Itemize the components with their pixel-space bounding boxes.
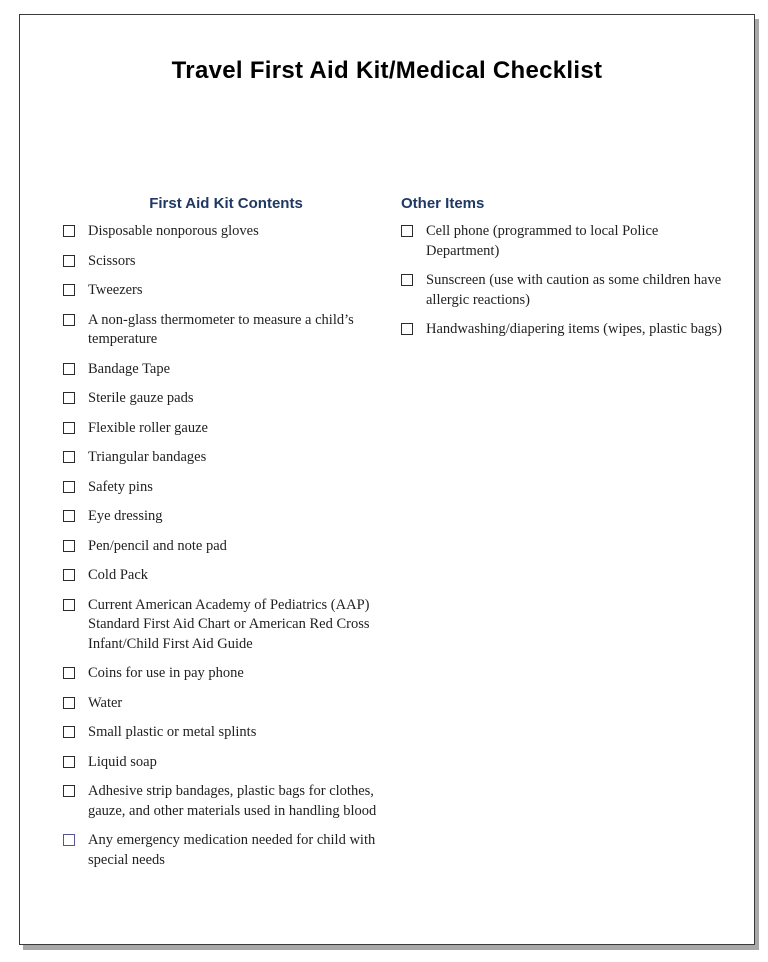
checklist-item-label: Disposable nonporous gloves <box>88 223 259 239</box>
checklist-item-label: Triangular bandages <box>88 449 207 465</box>
checkbox[interactable] <box>63 392 75 404</box>
checkbox[interactable] <box>63 481 75 493</box>
checklist-item <box>63 664 389 684</box>
checkbox[interactable] <box>63 785 75 797</box>
checklist-item <box>63 537 389 557</box>
checklist-item <box>401 271 731 310</box>
checkbox[interactable] <box>63 834 75 846</box>
checklist-item <box>63 389 389 409</box>
checklist-item-label: Adhesive strip bandages, plastic bags for clothes, gauze, and other materials used in handling blood <box>88 783 377 819</box>
checkbox[interactable] <box>63 422 75 434</box>
checkbox[interactable] <box>63 284 75 296</box>
checklist-item <box>63 723 389 743</box>
checkbox[interactable] <box>63 510 75 522</box>
checklist-item <box>401 222 731 261</box>
checklist-item <box>63 252 389 272</box>
checklist-item-label: Coins for use in pay phone <box>88 665 244 681</box>
checklist-item-label: Pen/pencil and note pad <box>88 537 227 554</box>
checklist-item-label: Current American Academy of Pediatrics (AAP) Standard First Aid Chart or American Red Cross Infant/Child First Aid Guide <box>88 596 370 652</box>
checklist-item-label: Cell phone (programmed to local Police Department) <box>426 223 659 259</box>
checkbox[interactable] <box>401 274 413 286</box>
checkbox[interactable] <box>63 697 75 709</box>
checklist-item-label: Tweezers <box>88 282 143 298</box>
checkbox[interactable] <box>63 540 75 552</box>
checklist-item <box>63 222 389 242</box>
checklist-item-label: Bandage Tape <box>88 360 171 377</box>
checklist-item <box>401 320 731 340</box>
other-items-column <box>401 195 731 350</box>
checklist-item-label: Sunscreen (use with caution as some children have allergic reactions) <box>426 272 722 308</box>
column-header-other-items: Other Items <box>401 195 485 212</box>
checklist-item-label: Liquid soap <box>88 753 157 770</box>
checklist-item <box>63 753 389 773</box>
checkbox[interactable] <box>401 323 413 335</box>
checklist-item-label: Eye dressing <box>88 508 163 524</box>
document-title: Travel First Aid Kit/Medical Checklist <box>171 57 603 84</box>
other-items-list <box>401 222 731 340</box>
checkbox[interactable] <box>63 599 75 611</box>
checkbox[interactable] <box>63 756 75 768</box>
document-page <box>19 14 755 945</box>
checklist-item-label: Flexible roller gauze <box>88 419 208 436</box>
checklist-item-label: Small plastic or metal splints <box>88 724 257 740</box>
checklist-item-label: Cold Pack <box>88 567 149 583</box>
checklist-item <box>63 694 389 714</box>
checklist-item <box>63 596 389 655</box>
checkbox[interactable] <box>63 569 75 581</box>
checkbox[interactable] <box>63 667 75 679</box>
checklist-item-label: Any emergency medication needed for child with special needs <box>88 832 376 868</box>
checkbox[interactable] <box>63 314 75 326</box>
checklist-item <box>63 566 389 586</box>
checklist-item <box>63 281 389 301</box>
checklist-item <box>63 311 389 350</box>
checklist-item <box>63 782 389 821</box>
checklist-item-label: Scissors <box>88 252 136 269</box>
checklist-item-label: Sterile gauze pads <box>88 390 194 406</box>
checkbox[interactable] <box>63 225 75 237</box>
checklist-item-label: A non-glass thermometer to measure a child’s temperature <box>88 311 354 347</box>
checklist-item <box>63 831 389 870</box>
checkbox[interactable] <box>63 255 75 267</box>
checklist-item <box>63 360 389 380</box>
checkbox[interactable] <box>63 726 75 738</box>
checklist-item <box>63 507 389 527</box>
first-aid-kit-contents-list <box>63 222 389 870</box>
checklist-item <box>63 419 389 439</box>
checklist-item <box>63 478 389 498</box>
first-aid-kit-contents-column <box>63 195 389 880</box>
checklist-item <box>63 448 389 468</box>
checklist-item-label: Water <box>88 694 123 711</box>
column-header-first-aid-kit-contents: First Aid Kit Contents <box>149 195 303 212</box>
checkbox[interactable] <box>63 363 75 375</box>
checklist-item-label: Handwashing/diapering items (wipes, plastic bags) <box>426 321 722 337</box>
checklist-item-label: Safety pins <box>88 478 153 495</box>
checkbox[interactable] <box>401 225 413 237</box>
checkbox[interactable] <box>63 451 75 463</box>
